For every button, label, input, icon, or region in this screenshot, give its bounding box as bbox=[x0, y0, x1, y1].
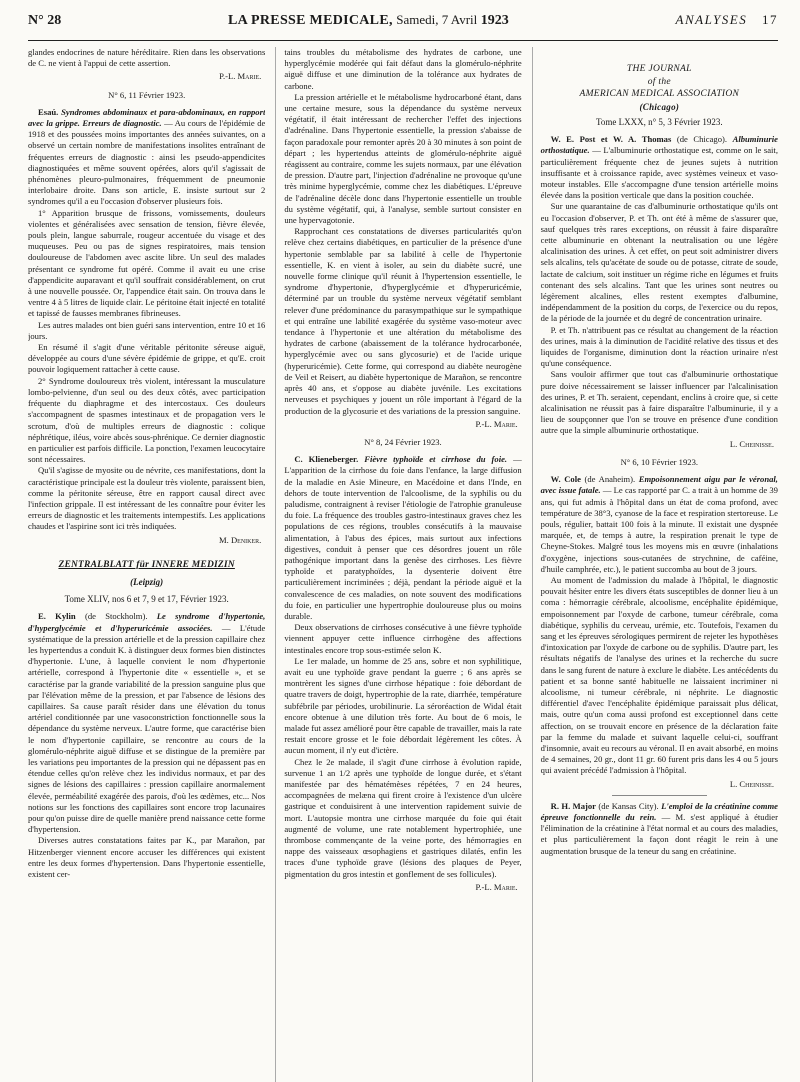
masthead bbox=[228, 12, 509, 29]
paragraph: Diverses autres constatations faites par K., par Marañon, par Hitzenberger viennent encore accuser les différences qui existent entre les deux formes d'hypertension. Dans l'hypertonie essentielle, existent cer- bbox=[28, 835, 266, 880]
paragraph: P. et Th. n'attribuent pas ce résultat au changement de la réaction des urines, mais à la diminution de l'acidité relative des tissus et des liquides de l'organisme, diminution dont la réaction urinaire n'est qu'une conséquence. bbox=[540, 324, 778, 369]
article-author: C. Klieneberger. bbox=[294, 454, 359, 465]
signature: L. Cheinisse. bbox=[729, 778, 774, 789]
issue-date: Samedi, 7 Avril bbox=[396, 12, 478, 27]
paragraph: 1° Apparition brusque de frissons, vomissements, douleurs violentes et généralisées avec sensation de tension, fièvre élevée, pouls plein, langue saburrale, rougeur accentuée du visage et des muqueuses. Peu ou pas de signes respiratoires, mais tension douloureuse de l'abdomen avec ascite libre. Un seul des malades présentant ce syndrome fut opéré. Comme il avait eu une crise d'appendicite auparavant et qu'il souffrait considérablement, on crut à une nouvelle poussée. Or, l'appendice était sain. On trouva dans le ventre 4 à 5 litres de liquide clair. Le péritoine était injecté en totalité et tapissé de fausses membranes fibrineuses. bbox=[28, 207, 266, 319]
article-lead bbox=[541, 801, 778, 857]
paragraph: Au moment de l'admission du malade à l'hôpital, le diagnostic pouvait hésiter entre les divers états susceptibles de donner lieu à un coma : hémorragie cérébrale, alcoolisme, encéphalite épidémique, empoisonnement par l'oxyde de carbone, tumeur cérébrale, coma diabétique, syphilis du cerveau, urémie, etc. Toutefois, l'examen du sang et les épreuves sérologiques permirent de rejeter les hypothèses d'intoxication par l'oxyde de carbone ou de syphilis. D'autre part, les résultats négatifs de l'analyse des urines et la recherche du sucre dans le sang furent de nature à exclure le diabète. Les antécédents du patient et sa bonne santé habituelle ne laissaient incriminer ni alcoolisme, ni tumeur cérébrale, ni néphrite. Le diagnostic différentiel d'avec l'encéphalite épidémique paraissait plus délicat, mais, outre qu'un coma aussi profond est exceptionnel dans cette affection, on se trouvait encore en présence de la déclaration faite par la femme du malade et suivant laquelle celui-ci, souffrant d'insomnie, avait eu recours au véronal. Il en avait absorbé, en moins de 4 semaines, 20 gr., dont 11 gr. 60 furent pris dans les 4 ou 5 jours qui avaient précédé l'admission à l'hôpital. bbox=[540, 574, 778, 776]
article-lead bbox=[28, 611, 265, 835]
article-title: Fièvre typhoïde et cirrhose du foie. bbox=[364, 454, 508, 465]
signature: L. Cheinisse. bbox=[729, 438, 774, 449]
article-author: W. E. Post et W. A. Thomas bbox=[550, 134, 672, 145]
article-title: Empoisonnement aigu par le véronal, avec issue fatale. bbox=[540, 474, 778, 496]
paragraph: Sans vouloir affirmer que tout cas d'albuminurie orthostatique pure doive nécessairement se laisser influencer par l'alcalinisation des urines, P. et Th. seraient, cependant, enclins à croire que, si cette alcalinisation ne réussit pas à faire disparaître l'albuminurie, il y a lieu de soupçonner que l'on se trouve en présence d'une condition autre que la simple albuminurie orthostatique. bbox=[540, 369, 778, 436]
journal-tome: Tome XLIV, nos 6 et 7, 9 et 17, Février 1923. bbox=[64, 594, 229, 605]
article-author: W. Cole bbox=[550, 474, 581, 485]
paragraph: Chez le 2e malade, il s'agit d'une cirrhose à évolution rapide, survenue 1 an 1/2 après une typhoïde de longue durée, et s'étant manifestée par des hématémèses répétées, 7 en 24 heures, accompagnées de melæna qui firent croire à l'existence d'un ulcère gastrique et conduisirent à une intervention rapidement suivie de mort. L'autopsie montra une cirrhose marquée du foie qui était augmenté de volume, une rate notablement hypertrophiée, une thrombose commençante de la veine porte, des hémorragies en nappe des vaisseaux œsophagiens et gastriques dilatés, enfin les traces d'une typhoïde grave (lésions des plaques de Peyer, pigmentation du gros intestin et gonflement de ses follicules). bbox=[284, 756, 522, 879]
section-name: ANALYSES bbox=[675, 12, 748, 27]
article-separator bbox=[612, 795, 707, 796]
article-lead bbox=[541, 134, 778, 201]
column-2 bbox=[275, 47, 521, 1082]
newspaper-title: LA PRESSE MEDICALE, bbox=[227, 13, 393, 28]
author-affiliation: (de Anaheim). bbox=[584, 474, 636, 485]
column-3 bbox=[532, 47, 778, 1082]
article-lead bbox=[541, 474, 778, 575]
paragraph: 2° Syndrome douloureux très violent, intéressant la musculature lombo-pelvienne, d'un seul ou des deux côtés, avec participation fréquente du diaphragme et des intercostaux. Ces douleurs s'accompagnent de spasmes intestinaux et de propagation vers le scrotum, d'où de multiples erreurs de diagnostic : colique néphrétique, iléus, voire abcès sous-phrénique. Ce dernier diagnostic en particulier est parfois difficile. La ponction, l'examen leucocytaire sont nécessaires. bbox=[28, 375, 266, 465]
page-header bbox=[28, 12, 778, 41]
paragraph: Qu'il s'agisse de myosite ou de névrite, ces manifestations, dont la caractéristique principale est la douleur très violente, paraissent bien, comme la péritonite séreuse, être en rapport causal direct avec l'infection grippale. Il est intéressant de les connaître pour éviter les erreurs de diagnostic et les traitements intempestifs. Les applications chaudes et l'aspirine sont ici très indiquées. bbox=[28, 465, 266, 532]
issue-year: 1923 bbox=[480, 13, 509, 28]
paragraph: Deux observations de cirrhoses consécutive à une fièvre typhoïde viennent appuyer cette influence cirrhogène des affections intestinales encore trop sous-estimée selon K. bbox=[284, 622, 522, 655]
article-lead bbox=[284, 454, 521, 622]
text-columns bbox=[28, 47, 778, 1082]
journal-name-line: of the bbox=[647, 76, 671, 87]
issue-number: N° 28 bbox=[28, 13, 62, 28]
article-text: — Au cours de l'épidémie de 1918 et des poussées moins importantes des années suivantes, on a observé un certain nombre de manifestations insolites entraînant de fréquentes erreurs de diagnostic : ainsi les pseudo-appendicites diagnostiquées et même souvent opérées, alors qu'il s'agissait de phénomènes pleuro-pulmonaires, fréquemment de pneumonie interlobaire droite. Dans son article, E. insiste surtout sur 2 syndromes qu'il a eu l'occasion d'observer plusieurs fois. bbox=[28, 118, 266, 207]
journal-city: (Chicago) bbox=[639, 101, 680, 112]
paragraph: glandes endocrines de nature héréditaire. Rien dans les observations de C. ne vient à l'appui de cette assertion. bbox=[28, 47, 266, 69]
signature: P.-L. Marie. bbox=[475, 418, 518, 429]
article-text: — L'étude systématique de la pression artérielle et de la pression capillaire chez les hypertendus a conduit K. à distinguer deux formes bien distinctes d'hypertonie. L'une, à laquelle convient le nom d'hypertonie artérielle, correspond à l'hypertonie dite « essentielle », et se caractérise par la grande variabilité de la pression sanguine plus que par l'élévation même de la pression, et par l'absence de lésions des capillaires. Sa cause paraît résider dans une élévation du tonus artériel conditionnée par une vasoconstriction fonctionnelle sous la dépendance du système nerveux. L'autre forme, que caractérise bien le nom d'hypertonie capillaire, se rencontre au cours de la glomérulo-néphrite aiguë diffuse et se distingue de la première par les variations peu importantes de la pression qui ne dépassent pas en étendue celles qu'on relève chez les individus normaux, et par des signes de lésions des capillaires : pression capillaire anormalement élevée, perméabilité exagérée des parois, d'où les œdèmes, etc... Nos notions sur les fonctions des capillaires sont encore trop lacunaires pour qu'on puisse dire de quelle manière prend naissance cette forme d'hypertension. bbox=[28, 622, 266, 835]
journal-city: (Leipzig) bbox=[130, 576, 164, 587]
paragraph: Les autres malades ont bien guéri sans intervention, entre 10 et 16 jours. bbox=[28, 319, 266, 341]
article-text: — Le cas rapporté par C. a trait à un homme de 39 ans, qui fut admis à l'hôpital dans un état de coma profond, avec température de 38°3, cyanose de la face et respiration stertoreuse. Le pouls, régulier, battait 100 fois à la minute. Il existait une dyspnée marquée, et, de temps à autre, la respiration prenait le type de Cheyne-Stokes. Malgré tous les moyens mis en œuvre (inhalations d'oxygène, injections sous-cutanées de strychnine, de caféine, d'huile camphrée, etc.), le patient succomba au bout de 3 jours. bbox=[540, 485, 778, 574]
column-1 bbox=[28, 47, 265, 1082]
journal-tome: Tome LXXX, n° 5, 3 Février 1923. bbox=[595, 117, 723, 127]
section-label bbox=[676, 12, 778, 28]
signature: P.-L. Marie. bbox=[219, 71, 262, 82]
author-affiliation: (de Stockholm). bbox=[84, 611, 148, 622]
signature: M. Deniker. bbox=[219, 534, 262, 545]
article-title: Albuminurie orthostatique. bbox=[540, 134, 778, 156]
paragraph: Le 1er malade, un homme de 25 ans, sobre et non syphilitique, avait eu une typhoïde grave pendant la guerre ; 6 ans après se montrèrent les signes d'une cirrhose hépatique : foie débordant de quatre travers de doigt, hypertrophie de la rate, diarrhée, température subfébrile par périodes, urobilinurie. La séroréaction de Widal était encore obtenue à une dilution très forte. Au bout de 6 mois, le malade fut assez amélioré pour être capable de travailler, mais la rate restait encore grosse et le foie débordait légèrement les côtes. À aucun moment, il n'y eut d'ictère. bbox=[284, 655, 522, 756]
article-title: Syndromes abdominaux et para-abdominaux, en rapport avec la grippe. Erreurs de diagnostic. bbox=[28, 106, 266, 129]
article-author: E. Kylin bbox=[38, 611, 76, 622]
page-number: 17 bbox=[761, 12, 778, 27]
issue-date-line: N° 6, 11 Février 1923. bbox=[108, 89, 186, 100]
issue-date-line: N° 8, 24 Février 1923. bbox=[364, 436, 442, 447]
paragraph: En résumé il s'agit d'une véritable péritonite séreuse aiguë, développée au cours d'une sévère épidémie de grippe, et qu'E. croit pouvoir logiquement rattacher à cette cause. bbox=[28, 342, 266, 375]
article-text: — L'apparition de la cirrhose du foie dans l'enfance, la large diffusion de la maladie en Asie Mineure, en Macédoine et dans l'Inde, en dehors de toute intervention de l'alcoolisme, de la syphilis ou du paludisme, contraignent à reviser l'étiologie de l'atrophie granuleuse du foie. La fréquence des troubles gastro-intestinaux graves chez les populations de ces régions, troubles consécutifs à la mauvaise alimentation, à l'abus des épices, mais surtout aux infections digestives, conduit à penser que ces désordres jouent un rôle pathogénique important dans la genèse des cirrhoses. Les fièvre typhoïde et paratyphoïdes, la dysenterie doivent être particulièrement incriminées ; déjà, pendant la période aiguë et la convalescence de ces maladies, on note souvent des modifications du foie, en particulier une hypertrophie douloureuse plus ou moins durable. bbox=[284, 454, 522, 621]
paragraph: La pression artérielle et le métabolisme hydrocarboné étant, dans une certaine mesure, sous la dépendance du système nerveux végétatif, il était intéressant de rechercher l'effet des injections d'adrénaline. Dans l'hypertonie essentielle, la pression s'abaisse de façon paradoxale pour remonter après 20 à 30 minutes à son point de départ ; les hypertendus atteints de glomérulo-néphrite aiguë réagissent au contraire, comme les sujets normaux, par une élévation de pression. D'autre part, l'injection d'adrénaline ne provoque qu'une très minime hyperglycémie, comme chez les diabétiques. L'épreuve de l'adrénaline décèle donc dans l'hypertonie essentielle un trouble du système végétatif, qui, à l'analyse, semble surtout consister en une hypervagotonie. bbox=[284, 91, 522, 226]
article-author: R. H. Major bbox=[550, 800, 596, 811]
article-title: Le syndrome d'hypertonie, d'hyperglycémie et d'hyperuricémie associées. bbox=[28, 611, 266, 633]
issue-date-line: N° 6, 10 Février 1923. bbox=[620, 456, 699, 467]
article-lead bbox=[28, 107, 265, 208]
article-author: Esaú. bbox=[38, 106, 59, 117]
article-text: — M. s'est appliqué à étudier l'élimination de la créatinine à l'état normal et au cours des maladies, et plus particulièrement la façon dont réagit le rein à une augmentation brusque de la teneur du sang en créatinine. bbox=[540, 811, 778, 856]
journal-name-line: AMERICAN MEDICAL ASSOCIATION bbox=[579, 89, 740, 99]
paragraph: Rapprochant ces constatations de diverses particularités qu'on relève chez certains diabétiques, en particulier de la présence d'une hypertonie semblable par sa labilité à celle de l'hypertonie essentielle, K. en vient à isoler, au sein du diabète sucré, une nouvelle forme clinique qu'il réunit à l'hypertension essentielle, le syndrome d'hypertonie, d'hyperglycémie et d'hyperuricémie, déterminé par un trouble du système nerveux végétatif semblant relever d'une prédominance du parasympathique sur le sympathique et qui entraîne une labilité exagérée du système vaso-moteur avec tendance à l'hypertonie et une altération du métabolisme des hydrates de carbone (abaissement de la tolérance hydrocarbonée, hyperglycémie avec ou sans glycosurie) et de l'acide urique (hyperuricémie). Cette forme, qui correspond au diabète neurogène de Veil et Reisert, au diabète hypertonique de Marañon, se rencontre après 40 ans, et s'oppose au diabète juvénile. Les excitations nerveuses et psychiques y jouent un rôle important à l'égard de la production de la glycosurie et des variations de la pression sanguine. bbox=[284, 226, 522, 416]
author-affiliation: (de Kansas City). bbox=[598, 800, 659, 811]
paragraph: tains troubles du métabolisme des hydrates de carbone, une hyperglycémie modérée qui fait défaut dans la glomérulo-néphrite aiguë diffuse et une diminution de la tolérance aux hydrates de carbone. bbox=[284, 47, 522, 91]
journal-section-title: ZENTRALBLATT für INNERE MEDIZIN bbox=[58, 559, 235, 570]
journal-name-line: THE JOURNAL bbox=[626, 64, 692, 74]
article-text: — L'albuminurie orthostatique est, comme on le sait, particulièrement fréquente chez de jeunes sujets à nutrition insuffisante et à croissance rapide, avec systèmes veineux et vaso-moteur instables. Elle s'accompagne d'une tension artérielle moins élevée dans la position verticale que dans la position couchée. bbox=[540, 145, 778, 201]
author-affiliation: (de Chicago). bbox=[676, 134, 728, 145]
paragraph: Sur une quarantaine de cas d'albuminurie orthostatique qu'ils ont eu l'occasion d'observer, P. et Th. ont été à même de s'assurer que, sauf quelques très rares exceptions, on réussit à faire disparaître cette albuminurie en obtenant la neutralisation ou une légère alcalinisation des urines. À cet effet, on peut soit administrer divers sels alcalins, tels qu'acétate de soude ou de potasse, citrate de soude, lactate de calcium, soit instituer un régime riche en légumes et fruits contenant des sels alcalins. Tant que les urines sont neutres ou légèrement alcalines, elles restent exemptes d'albumine, indépendamment de la position du corps, de l'exercice ou du repos, de la période de la journée et du degré de concentration urinaire. bbox=[540, 201, 778, 324]
article-title: L'emploi de la créatinine comme épreuve fonctionnelle du rein. bbox=[540, 800, 778, 822]
signature: P.-L. Marie. bbox=[475, 881, 518, 892]
journal-masthead bbox=[541, 63, 778, 113]
